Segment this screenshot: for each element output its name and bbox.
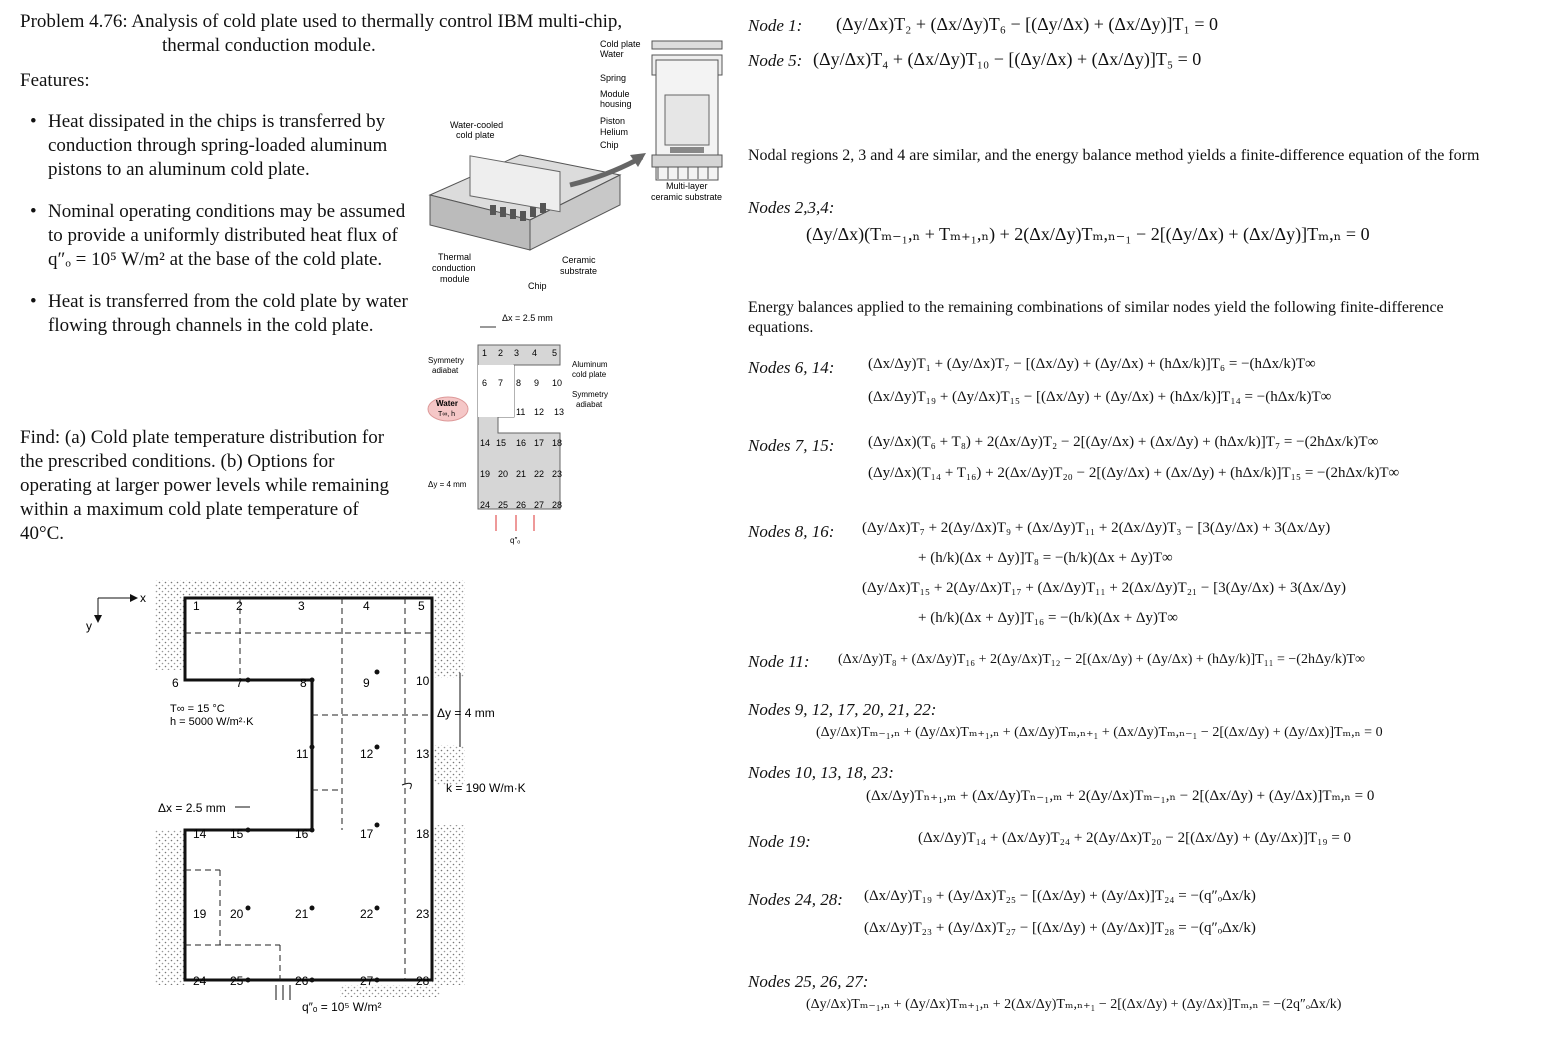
small-node: 15 [496, 438, 507, 448]
small-node: 19 [480, 469, 491, 479]
big-node: 24 [193, 974, 207, 988]
big-node: 1 [193, 599, 200, 613]
big-node: 11 [296, 747, 309, 761]
nodes816-label: Nodes 8, 16: [748, 522, 835, 541]
label-piston: Piston [600, 116, 626, 126]
label-water-cooled: Water-cooled [450, 120, 504, 130]
right-insulation-bottom [432, 825, 465, 985]
small-channel-cutout [478, 365, 514, 417]
top-insulation [155, 580, 465, 598]
features-heading: Features: [20, 70, 90, 91]
small-node: 22 [534, 469, 545, 479]
small-node: 8 [516, 378, 522, 388]
small-node: 9 [534, 378, 540, 388]
small-node: 17 [534, 438, 545, 448]
small-node: 20 [498, 469, 509, 479]
nodes10-label: Nodes 10, 13, 18, 23: [748, 763, 894, 782]
label-helium: Helium [600, 127, 629, 137]
title-line-1: Problem 4.76: Analysis of cold plate used to thermally control IBM multi-chip, [20, 11, 623, 32]
x-axis-head [130, 594, 138, 602]
big-node: 17 [360, 827, 374, 841]
big-node: 3 [298, 599, 305, 613]
node11-label: Node 11: [748, 652, 810, 671]
nodes2428-label: Nodes 24, 28: [748, 890, 843, 909]
cold-plate-shape [652, 41, 722, 49]
small-node: 13 [554, 407, 565, 417]
small-node: 2 [498, 348, 504, 358]
nodes614-equation-a: (Δx/Δy)T₁ + (Δy/Δx)T₇ − [(Δx/Δy) + (Δy/Δx) + (hΔx/k)]T₆ = −(hΔx/k)T∞ [868, 356, 1316, 372]
small-node: 25 [498, 500, 509, 510]
label-chip-bottom: Chip [528, 281, 547, 291]
nodes715-equation-a: (Δy/Δx)(T₆ + T₈) + 2(Δx/Δy)T₂ − 2[(Δy/Δx) + (Δx/Δy) + (hΔx/k)]T₇ = −(2hΔx/k)T∞ [868, 434, 1379, 450]
label-cold-plate-left: cold plate [456, 130, 495, 140]
y-axis-label: y [86, 619, 92, 633]
big-node: 8 [300, 676, 307, 690]
big-node: 22 [360, 907, 374, 921]
label-multilayer: Multi-layer [666, 181, 708, 191]
piston-shape [665, 95, 709, 145]
label-ceramic: Ceramic [562, 255, 596, 265]
title-line-2: thermal conduction module. [162, 35, 376, 56]
big-node: 26 [295, 974, 309, 988]
left-insulation-top [155, 580, 185, 670]
energy-paragraph: Energy balances applied to the remaining combinations of similar nodes yield the following finite-difference equations. [748, 299, 1444, 336]
big-h: h = 5000 W/m²·K [170, 716, 254, 728]
small-node: 28 [552, 500, 563, 510]
big-node: 16 [295, 827, 309, 841]
module-illustration [420, 35, 730, 295]
node19-equation: (Δx/Δy)T₁₄ + (Δx/Δy)T₂₄ + 2(Δy/Δx)T₂₀ − 2[(Δx/Δy) + (Δy/Δx)]T₁₉ = 0 [918, 830, 1352, 846]
small-node: 16 [516, 438, 527, 448]
small-node: 10 [552, 378, 563, 388]
small-qo: q″ₒ [510, 536, 521, 545]
small-node: 27 [534, 500, 545, 510]
big-node: 20 [230, 907, 244, 921]
small-node: 6 [482, 378, 488, 388]
label-substrate: substrate [560, 266, 598, 276]
small-symmetry-1: Symmetry [428, 356, 464, 365]
find-statement: Find: (a) Cold plate temperature distribution for the prescribed conditions. (b) Options for operating at larger power levels while remaining within a maximum cold plate temperature of 40°C. [20, 427, 389, 544]
big-node: 12 [360, 747, 374, 761]
big-node: 2 [236, 599, 243, 613]
y-axis-head [94, 615, 102, 623]
small-node: 12 [534, 407, 545, 417]
feature-bullet: • Heat dissipated in the chips is transferred by conduction through spring-loaded aluminum pistons to an aluminum cold plate. [30, 110, 410, 182]
small-node: 3 [514, 348, 520, 358]
right-insulation-top [432, 580, 465, 678]
small-cold-plate: cold plate [572, 370, 607, 379]
node19-label: Node 19: [748, 832, 811, 851]
big-node: 23 [416, 907, 430, 921]
left-insulation-bottom [155, 830, 185, 985]
big-node: 13 [416, 747, 430, 761]
nodes715-equation-b: (Δy/Δx)(T₁₄ + T₁₆) + 2(Δx/Δy)T₂₀ − 2[(Δy/Δx) + (Δx/Δy) + (hΔx/k)]T₁₅ = −(2hΔx/k)T∞ [868, 465, 1400, 481]
label-housing: housing [600, 99, 632, 109]
heat-flux-arrows [276, 985, 290, 1000]
big-node: 18 [416, 827, 430, 841]
nodes614-equation-b: (Δx/Δy)T₁₉ + (Δy/Δx)T₁₅ − [(Δx/Δy) + (Δy/Δx) + (hΔx/k)]T₁₄ = −(hΔx/k)T∞ [868, 389, 1332, 405]
nodes234-label: Nodes 2,3,4: [748, 198, 835, 217]
small-symmetry-2: Symmetry [572, 390, 608, 399]
small-node: 18 [552, 438, 563, 448]
big-node: 19 [193, 907, 207, 921]
small-node: 7 [498, 378, 504, 388]
small-dy-label: Δy = 4 mm [428, 480, 467, 489]
small-node: 5 [552, 348, 558, 358]
big-k: k = 190 W/m·K [446, 781, 526, 795]
label-chip-right: Chip [600, 140, 619, 150]
big-node: 4 [363, 599, 370, 613]
x-axis-label: x [140, 591, 146, 605]
nodes816-equation-b2: + (h/k)(Δx + Δy)]T₁₆ = −(h/k)(Δx + Δy)T∞ [918, 610, 1178, 626]
big-node: 10 [416, 674, 430, 688]
label-spring: Spring [600, 73, 627, 83]
nodes10-equation: (Δx/Δy)Tₙ₊₁,ₘ + (Δx/Δy)Tₙ₋₁,ₘ + 2(Δy/Δx)Tₘ₋₁,ₙ − 2[(Δx/Δy) + (Δy/Δx)]Tₘ,ₙ = 0 [866, 788, 1375, 804]
small-node: 21 [516, 469, 527, 479]
node5-label: Node 5: [748, 51, 803, 70]
big-tinf: T∞ = 15 °C [170, 703, 225, 715]
feature-bullet: • Heat is transferred from the cold plate by water flowing through channels in the cold plate. [30, 290, 410, 338]
nodes816-equation-b1: (Δy/Δx)T₁₅ + 2(Δy/Δx)T₁₇ + (Δx/Δy)T₁₁ + 2(Δx/Δy)T₂₁ − [3(Δy/Δx) + 3(Δx/Δy) [862, 580, 1346, 596]
label-ceramic-substrate: ceramic substrate [651, 192, 723, 202]
big-node: 25 [230, 974, 244, 988]
big-node: 28 [416, 974, 430, 988]
nodes252627-label: Nodes 25, 26, 27: [748, 972, 869, 991]
big-node: 21 [295, 907, 309, 921]
nodes816-equation-a1: (Δy/Δx)T₇ + 2(Δy/Δx)T₉ + (Δx/Δy)T₁₁ + 2(Δx/Δy)T₃ − [3(Δy/Δx) + 3(Δx/Δy) [862, 520, 1331, 536]
small-node: 11 [516, 407, 526, 417]
big-node: 9 [363, 676, 370, 690]
feature-bullet: • Nominal operating conditions may be assumed to provide a uniformly distributed heat flux of q″ₒ = 10⁵ W/m² at the base of the cold plate. [30, 200, 410, 272]
right-insulation-mid [432, 745, 465, 785]
label-module: Module [600, 89, 630, 99]
nodes252627-equation: (Δy/Δx)Tₘ₋₁,ₙ + (Δy/Δx)Tₘ₊₁,ₙ + 2(Δx/Δy)Tₘ,ₙ₊₁ − 2[(Δx/Δy) + (Δy/Δx)]Tₘ,ₙ = −(2q″ₒΔx/k) [806, 997, 1342, 1012]
node5-equation: (Δy/Δx)T₄ + (Δx/Δy)T₁₀ − [(Δy/Δx) + (Δx/Δy)]T₅ = 0 [813, 49, 1202, 69]
nodal-paragraph: Nodal regions 2, 3 and 4 are similar, and the energy balance method yields a finite-difference equation of the form [748, 147, 1480, 164]
small-heat-arrows [496, 515, 534, 531]
small-adiabat-2: adiabat [576, 400, 603, 409]
nodes9-label: Nodes 9, 12, 17, 20, 21, 22: [748, 700, 937, 719]
big-node: 27 [360, 974, 374, 988]
nodes234-equation: (Δy/Δx)(Tₘ₋₁,ₙ + Tₘ₊₁,ₙ) + 2(Δx/Δy)Tₘ,ₙ₋₁ − 2[(Δy/Δx) + (Δx/Δy)]Tₘ,ₙ = 0 [806, 224, 1370, 244]
big-node: 6 [172, 676, 179, 690]
big-node: 15 [230, 827, 244, 841]
node11-equation: (Δx/Δy)T₈ + (Δx/Δy)T₁₆ + 2(Δy/Δx)T₁₂ − 2[(Δx/Δy) + (Δy/Δx) + (hΔy/k)]T₁₁ = −(2hΔy/k)T∞ [838, 652, 1366, 667]
node1-equation: (Δy/Δx)T₂ + (Δx/Δy)T₆ − [(Δy/Δx) + (Δx/Δy)]T₁ = 0 [836, 14, 1218, 34]
label-water: Water [600, 49, 624, 59]
nodes816-equation-a2: + (h/k)(Δx + Δy)]T₈ = −(h/k)(Δx + Δy)T∞ [918, 550, 1173, 566]
substrate-shape [652, 155, 722, 167]
small-dx-label: Δx = 2.5 mm [502, 313, 553, 323]
label-cold-plate: Cold plate [600, 39, 641, 49]
big-qo: q″ₒ = 10⁵ W/m² [302, 1000, 382, 1014]
label-conduction: conduction [432, 263, 476, 273]
nodes614-label: Nodes 6, 14: [748, 358, 835, 377]
nodes2428-equation-a: (Δx/Δy)T₁₉ + (Δy/Δx)T₂₅ − [(Δx/Δy) + (Δy/Δx)]T₂₄ = −(q″ₒΔx/k) [864, 888, 1256, 904]
big-dx: Δx = 2.5 mm [158, 801, 226, 815]
small-node: 14 [480, 438, 491, 448]
chip-shape [670, 147, 704, 153]
small-adiabat-1: adiabat [432, 366, 459, 375]
big-grid-figure [80, 575, 560, 1020]
big-dy: Δy = 4 mm [437, 706, 495, 720]
label-thermal: Thermal [438, 252, 472, 262]
small-node: 24 [480, 500, 491, 510]
big-node: 14 [193, 827, 207, 841]
nodes9-equation: (Δy/Δx)Tₘ₋₁,ₙ + (Δy/Δx)Tₘ₊₁,ₙ + (Δx/Δy)Tₘ,ₙ₊₁ + (Δx/Δy)Tₘ,ₙ₋₁ − 2[(Δx/Δy) + (Δy/Δx)]Tₘ,ₙ = 0 [816, 725, 1383, 740]
big-node: 5 [418, 599, 425, 613]
small-aluminum: Aluminum [572, 360, 608, 369]
big-node: 7 [236, 676, 243, 690]
plate-outline [185, 598, 432, 980]
small-node: 4 [532, 348, 538, 358]
node1-label: Node 1: [748, 16, 803, 35]
feature-list [30, 110, 410, 356]
small-tinf-h: T∞, h [438, 411, 456, 418]
small-grid-figure [420, 305, 620, 545]
nodes715-label: Nodes 7, 15: [748, 436, 835, 455]
small-node: 1 [482, 348, 488, 358]
nodes2428-equation-b: (Δx/Δy)T₂₃ + (Δy/Δx)T₂₇ − [(Δx/Δy) + (Δy/Δx)]T₂₈ = −(q″ₒΔx/k) [864, 920, 1256, 936]
small-water: Water [436, 399, 458, 408]
small-node: 23 [552, 469, 563, 479]
label-module-bottom: module [440, 274, 470, 284]
small-node: 26 [516, 500, 527, 510]
